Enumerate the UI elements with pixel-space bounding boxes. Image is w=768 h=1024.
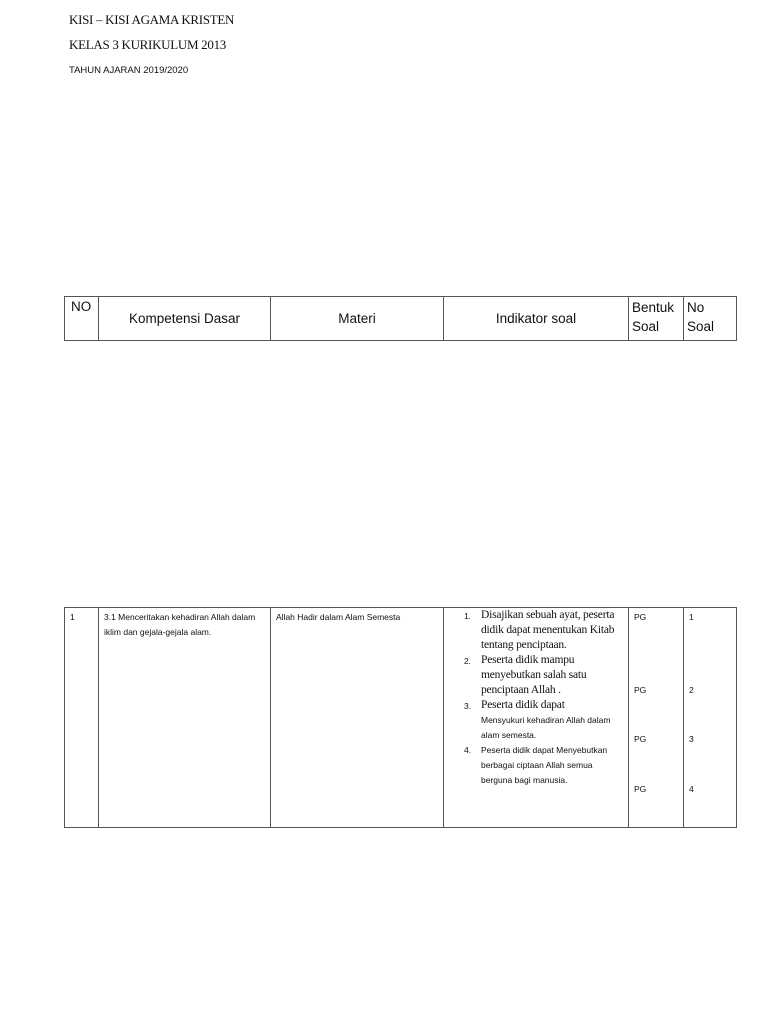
- header-bentuk-line2: Soal: [632, 319, 660, 334]
- header-materi: Materi: [271, 297, 444, 341]
- indicator-item: [444, 608, 624, 653]
- nosoal-value: 2: [689, 685, 694, 695]
- content-table: [64, 607, 737, 828]
- nosoal-value: 3: [689, 734, 694, 744]
- header-bentuk-soal: [629, 297, 684, 341]
- class-line: KELAS 3 KURIKULUM 2013: [69, 37, 226, 52]
- indicator-text: Peserta didik dapat Menyebutkan berbagai ciptaan Allah semua berguna bagi manusia.: [481, 745, 608, 785]
- bentuk-value: PG: [634, 784, 647, 794]
- header-no-soal: [684, 297, 737, 341]
- header-table: [64, 296, 737, 341]
- table-row: [65, 608, 737, 828]
- header-indikator: Indikator soal: [444, 297, 629, 341]
- row-no: 1: [65, 608, 99, 828]
- row-kompetensi: 3.1 Menceritakan kehadiran Allah dalam iklim dan gejala-gejala alam.: [99, 608, 271, 828]
- row-indikator: [444, 608, 629, 828]
- nosoal-value: 1: [689, 612, 694, 622]
- row-materi: Allah Hadir dalam Alam Semesta: [271, 608, 444, 828]
- document-title: KISI – KISI AGAMA KRISTEN: [69, 12, 235, 27]
- indicator-number: 1.: [464, 611, 471, 621]
- row-no-soal: [684, 608, 737, 828]
- indicator-number: 2.: [464, 656, 471, 666]
- nosoal-value: 4: [689, 784, 694, 794]
- indicator-text-continued: Mensyukuri kehadiran Allah dalam alam semesta.: [481, 715, 611, 740]
- bentuk-value: PG: [634, 612, 647, 622]
- indicator-item: [444, 698, 624, 743]
- header-nosoal-line1: No: [687, 300, 705, 315]
- indicator-list: [444, 608, 624, 788]
- header-nosoal-line2: Soal: [687, 319, 715, 334]
- indicator-item: [444, 743, 624, 788]
- bentuk-value: PG: [634, 685, 647, 695]
- indicator-text: Peserta didik mampu menyebutkan salah satu penciptaan Allah .: [481, 654, 587, 696]
- header-kompetensi: Kompetensi Dasar: [99, 297, 271, 341]
- bentuk-value: PG: [634, 734, 647, 744]
- indicator-text: Peserta didik dapat: [481, 699, 565, 711]
- indicator-number: 4.: [464, 745, 472, 755]
- academic-year-line: TAHUN AJARAN 2019/2020: [69, 65, 189, 76]
- row-bentuk-soal: [629, 608, 684, 828]
- indicator-item: [444, 653, 624, 698]
- header-bentuk-line1: Bentuk: [632, 300, 675, 315]
- indicator-number: 3.: [464, 701, 472, 711]
- indicator-text: Disajikan sebuah ayat, peserta didik dapat menentukan Kitab tentang penciptaan.: [481, 609, 615, 651]
- header-no: NO: [65, 297, 99, 341]
